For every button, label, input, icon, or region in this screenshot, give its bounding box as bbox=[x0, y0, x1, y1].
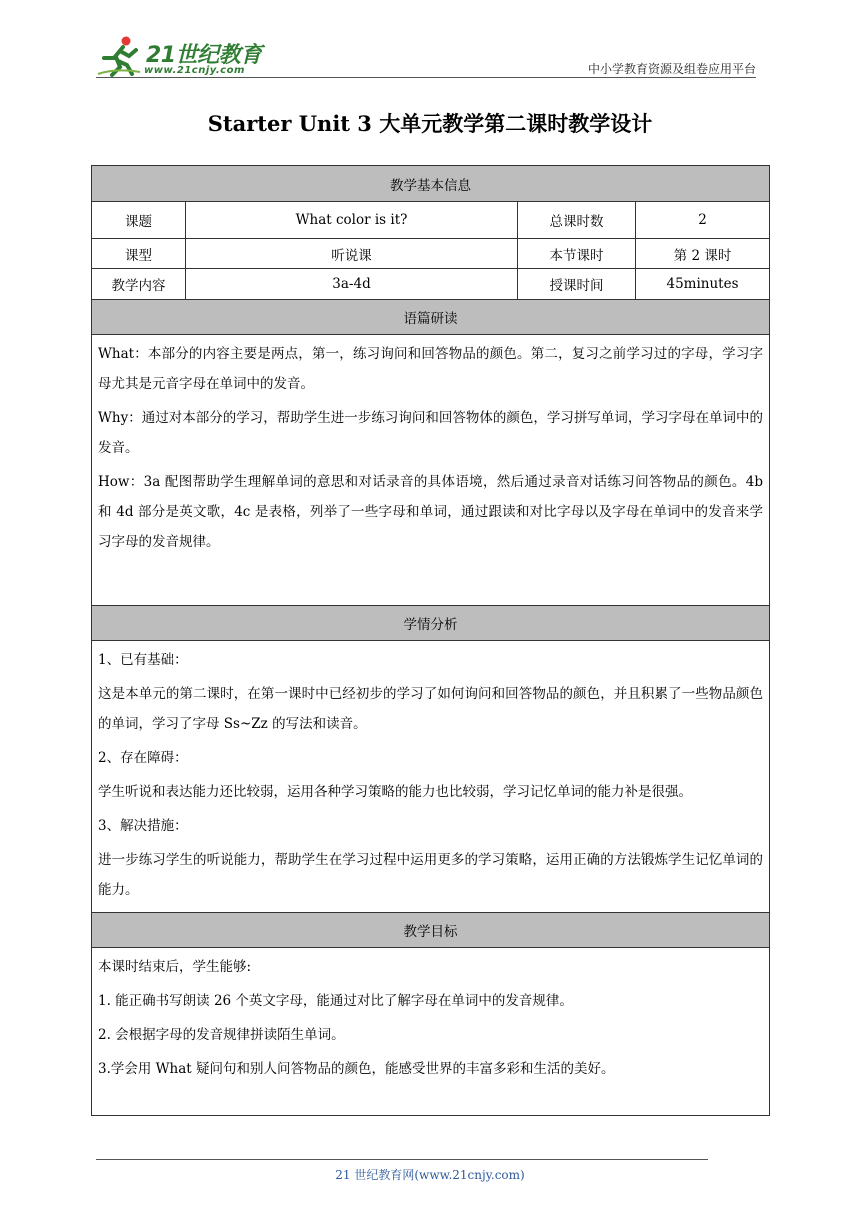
header-divider bbox=[96, 77, 756, 78]
existing-basis-heading: 1、已有基础： bbox=[98, 652, 188, 668]
page-header bbox=[0, 0, 860, 80]
goals-intro: 本课时结束后，学生能够: bbox=[98, 959, 252, 975]
type-value: 听说课 bbox=[186, 239, 518, 269]
goal-2: 2. 会根据字母的发音规律拼读陌生单词。 bbox=[98, 1027, 345, 1043]
current-hour-value: 第 2 课时 bbox=[636, 239, 770, 269]
goal-1: 1. 能正确书写朗读 26 个英文字母，能通过对比了解字母在单词中的发音规律。 bbox=[98, 993, 573, 1009]
type-label: 课型 bbox=[92, 239, 186, 269]
platform-name: 中小学教育资源及组卷应用平台 bbox=[587, 62, 756, 76]
goal-3: 3.学会用 What 疑问句和别人问答物品的颜色，能感受世界的丰富多彩和生活的美好。 bbox=[98, 1061, 615, 1077]
content-label: 教学内容 bbox=[92, 269, 186, 300]
current-hour-label: 本节课时 bbox=[518, 239, 636, 269]
text-study-how: How：3a 配图帮助学生理解单词的意思和对话录音的具体语境，然后通过录音对话练习问答物品的颜色。4b 和 4d 部分是英文歌，4c 是表格，列举了一些字母和单词，通过跟读和对比字母以及字母在单词中的发音来学习字母的发音规律。 bbox=[98, 474, 763, 550]
total-hours-value: 2 bbox=[636, 202, 770, 239]
runner-logo-icon bbox=[96, 34, 142, 78]
text-study-what: What：本部分的内容主要是两点，第一，练习询问和回答物品的颜色。第二，复习之前学习过的字母，学习字母尤其是元音字母在单词中的发音。 bbox=[98, 346, 763, 392]
logo-url: www.21cnjy.com bbox=[144, 65, 245, 76]
topic-value: What color is it? bbox=[186, 202, 518, 239]
topic-label: 课题 bbox=[92, 202, 186, 239]
time-value: 45minutes bbox=[636, 269, 770, 300]
section-student-analysis-header: 学情分析 bbox=[92, 606, 770, 641]
total-hours-label: 总课时数 bbox=[518, 202, 636, 239]
text-study-content bbox=[92, 335, 770, 606]
existing-basis-text: 这是本单元的第二课时，在第一课时中已经初步的学习了如何询问和回答物品的颜色，并且积累了一些物品颜色的单词，学习了字母 Ss~Zz 的写法和读音。 bbox=[98, 686, 763, 732]
time-label: 授课时间 bbox=[518, 269, 636, 300]
solutions-heading: 3、解决措施： bbox=[98, 818, 188, 834]
content-value: 3a-4d bbox=[186, 269, 518, 300]
section-goals-header: 教学目标 bbox=[92, 913, 770, 948]
obstacles-text: 学生听说和表达能力还比较弱，运用各种学习策略的能力也比较弱，学习记忆单词的能力补是很强。 bbox=[98, 784, 692, 800]
solutions-text: 进一步练习学生的听说能力，帮助学生在学习过程中运用更多的学习策略，运用正确的方法锻炼学生记忆单词的能力。 bbox=[98, 852, 763, 898]
footer-divider bbox=[96, 1159, 708, 1160]
site-logo bbox=[96, 34, 262, 78]
page-title: Starter Unit 3 大单元教学第二课时教学设计 bbox=[207, 111, 653, 136]
section-basic-info-header: 教学基本信息 bbox=[92, 166, 770, 202]
student-analysis-content bbox=[92, 641, 770, 913]
logo-text: 21世纪教育 bbox=[146, 43, 262, 68]
goals-content bbox=[92, 948, 770, 1116]
section-text-study-header: 语篇研读 bbox=[92, 300, 770, 335]
obstacles-heading: 2、存在障碍： bbox=[98, 750, 188, 766]
lesson-plan-table bbox=[91, 165, 770, 1116]
text-study-why: Why：通过对本部分的学习，帮助学生进一步练习询问和回答物体的颜色，学习拼写单词，学习字母在单词中的发音。 bbox=[98, 410, 763, 456]
page-footer: 21 世纪教育网(www.21cnjy.com) bbox=[335, 1168, 525, 1182]
